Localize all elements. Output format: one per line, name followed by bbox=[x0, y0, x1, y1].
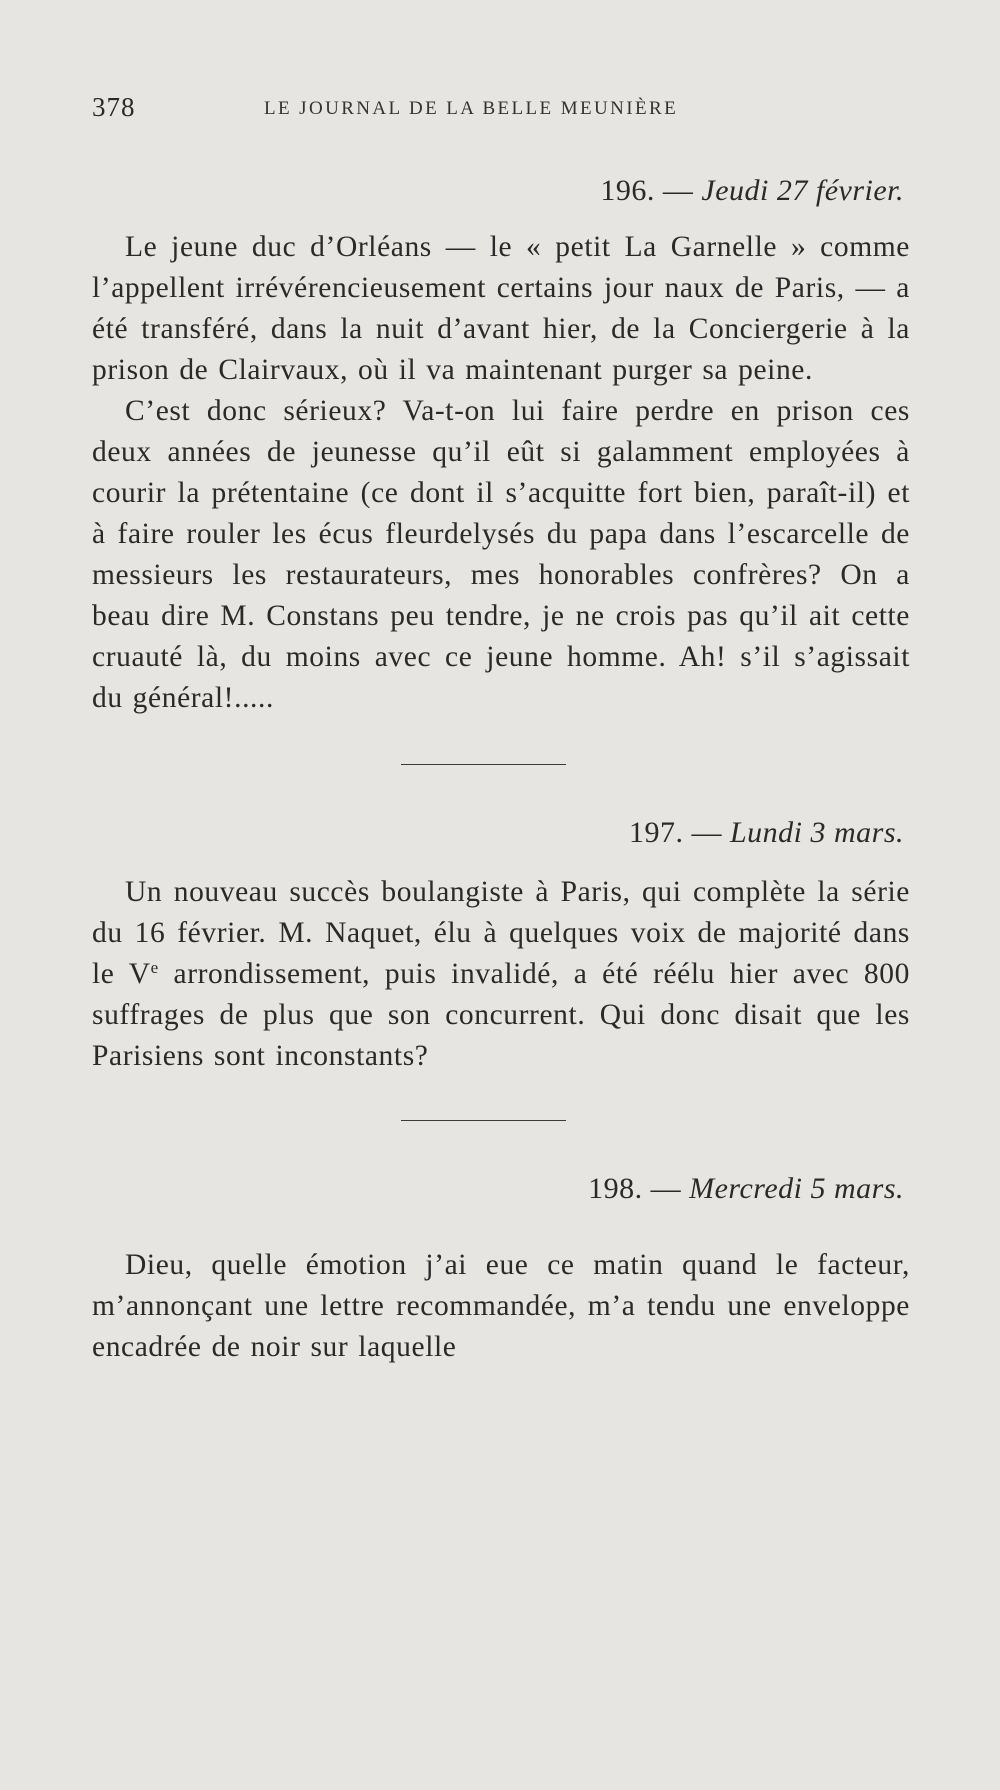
book-page bbox=[0, 92, 1000, 1790]
ordinal-superscript: e bbox=[150, 958, 159, 977]
entry-heading bbox=[92, 174, 910, 208]
entry-number: 197. — bbox=[628, 816, 722, 849]
running-head bbox=[92, 92, 910, 132]
entry-date: Jeudi 27 février. bbox=[701, 174, 904, 207]
entry-date: Lundi 3 mars. bbox=[729, 816, 904, 849]
entry-number: 198. — bbox=[588, 1172, 682, 1205]
entry-heading bbox=[92, 816, 910, 850]
entry-paragraph: Dieu, quelle émotion j’ai eue ce matin quand le facteur, m’annonçant une lettre recommandée, m’a tendu une enveloppe encadrée de noir sur laquelle bbox=[92, 1249, 910, 1363]
journal-entry-197 bbox=[92, 816, 910, 1077]
entry-paragraph: C’est donc sérieux? Va-t-on lui faire perdre en prison ces deux années de jeunesse qu’il eût si galamment employées à courir la prétentaine (ce dont il s’acquitte fort bien, paraît-il) et à faire rouler les écus fleurdelysés du papa dans l’escarcelle de messieurs les restaurateurs, mes honorables confrères? On a beau dire M. Constans peu tendre, je ne crois pas qu’il ait cette cruauté là, du moins avec ce jeune homme. Ah! s’il s’agissait du général!..... bbox=[92, 395, 910, 714]
page-number: 378 bbox=[92, 92, 136, 122]
journal-entry-196 bbox=[92, 174, 910, 719]
entry-paragraph: Le jeune duc d’Orléans — le « petit La Garnelle » comme l’appellent irrévérencieusement certains jour naux de Paris, — a été transféré, dans la nuit d’avant hier, de la Conciergerie à la prison de Clairvaux, où il va maintenant purger sa peine. bbox=[92, 231, 910, 386]
paragraph-text: arrondissement, puis invalidé, a été réélu hier avec 800 suffrages de plus que son concurrent. Qui donc disait que les Parisiens sont inconstants? bbox=[92, 958, 910, 1072]
paragraph-text: Un nouveau succès boulangiste à Paris, qui complète la série du 16 février. M. Naquet, élu à quelques voix de majorité dans le V bbox=[92, 876, 910, 990]
entry-paragraph bbox=[92, 872, 910, 1077]
entry-date: Mercredi 5 mars. bbox=[689, 1172, 904, 1205]
entry-number: 196. — bbox=[600, 174, 694, 207]
section-divider bbox=[401, 764, 566, 765]
journal-entry-198 bbox=[92, 1172, 910, 1368]
entry-heading bbox=[92, 1172, 910, 1206]
running-title: LE JOURNAL DE LA BELLE MEUNIÈRE bbox=[264, 98, 679, 119]
section-divider bbox=[401, 1120, 566, 1121]
